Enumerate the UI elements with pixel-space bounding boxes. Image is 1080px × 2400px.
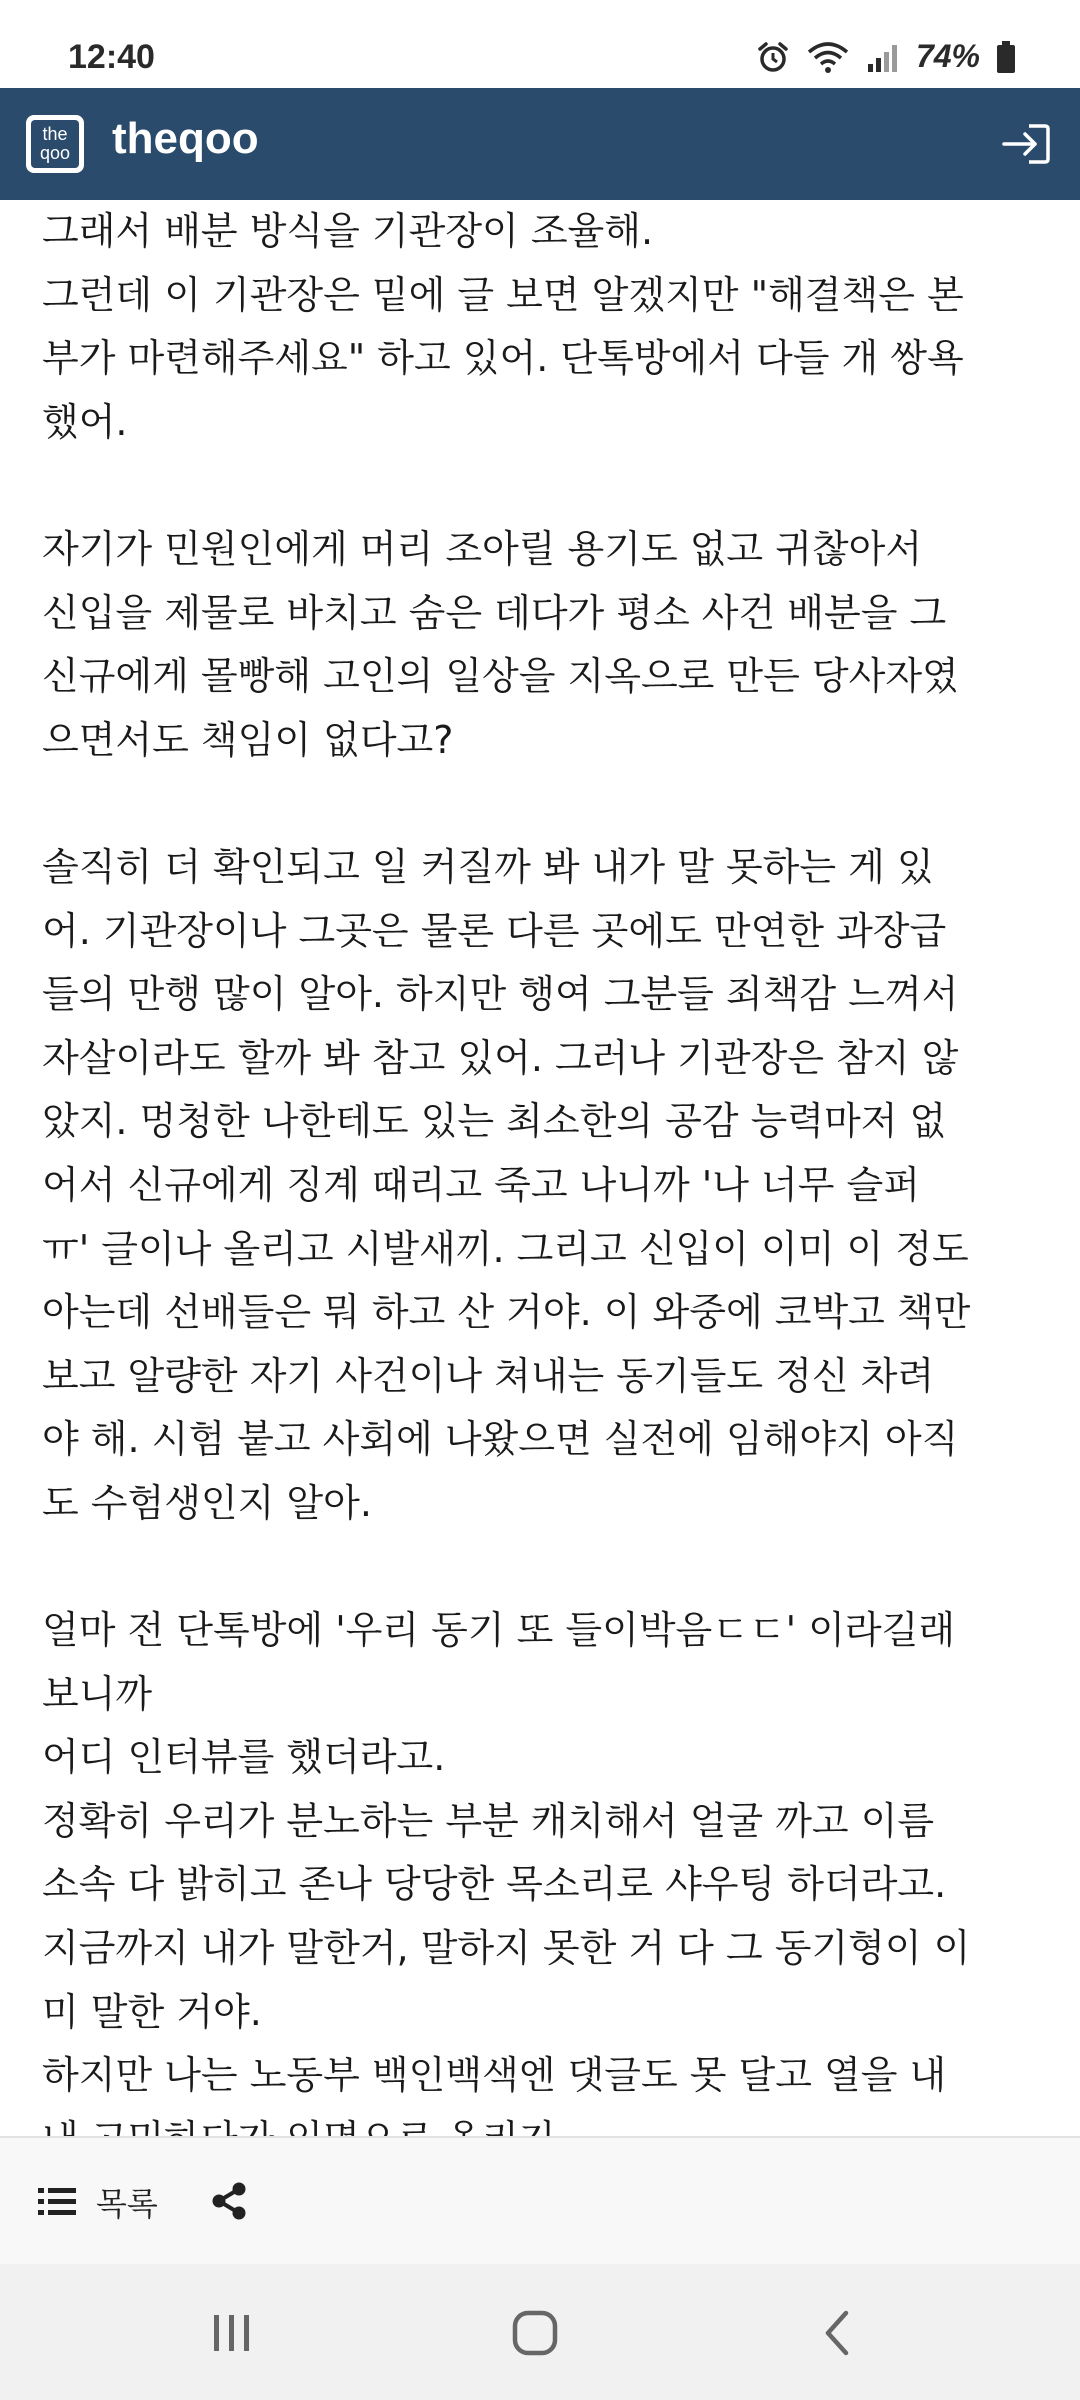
- article-line: 어. 기관장이나 그곳은 물론 다른 곳에도 만연한 과장급: [42, 908, 947, 953]
- share-icon: [210, 2181, 248, 2221]
- article-line: 아는데 선배들은 뭐 하고 산 거야. 이 와중에 코박고 책만: [42, 1290, 971, 1335]
- wifi-icon: [806, 40, 850, 74]
- article-line: 자살이라도 할까 봐 참고 있어. 그러나 기관장은 참지 않: [42, 1035, 959, 1080]
- article-line: 어서 신규에게 징계 때리고 죽고 나니까 '나 너무 슬퍼: [42, 1162, 920, 1207]
- article-line: 어디 인터뷰를 했더라고.: [42, 1735, 446, 1780]
- article-line: 소속 다 밝히고 존나 당당한 목소리로 샤우팅 하더라고.: [42, 1862, 947, 1907]
- article-line: 보고 알량한 자기 사건이나 쳐내는 동기들도 정신 차려: [42, 1353, 935, 1398]
- article-line: 부가 마련해주세요" 하고 있어. 단톡방에서 다들 개 쌍욕: [42, 336, 964, 381]
- article-line: 야 해. 시험 붙고 사회에 나왔으면 실전에 임해야지 아직: [42, 1417, 959, 1462]
- paragraph-break: [42, 1535, 1042, 1599]
- logo-text: [31, 120, 79, 168]
- alarm-icon: [756, 40, 790, 74]
- list-icon: [38, 2186, 76, 2218]
- article-line: 그런데 이 기관장은 밑에 글 보면 알겠지만 "해결책은 본: [42, 272, 964, 317]
- article-line: 으면서도 책임이 없다고?: [42, 717, 454, 762]
- list-label: 목록: [96, 2185, 158, 2223]
- article-body: [42, 200, 1042, 2136]
- article-line: 솔직히 더 확인되고 일 커질까 봐 내가 말 못하는 게 있: [42, 844, 934, 889]
- article-line: 하지만 나는 노동부 백인백색엔 댓글도 못 달고 열을 내: [42, 2053, 947, 2098]
- paragraph-break: [42, 772, 1042, 836]
- battery-icon: [996, 40, 1016, 74]
- site-logo[interactable]: [26, 115, 84, 173]
- article-line: 지금까지 내가 말한거, 말하지 못한 거 다 그 동기형이 이: [42, 1926, 971, 1971]
- article-line: 미 말한 거야.: [42, 1989, 262, 2034]
- paragraph-break: [42, 454, 1042, 518]
- list-button[interactable]: [38, 2172, 158, 2232]
- status-bar: [0, 0, 1080, 88]
- logo-text-bottom: qoo: [39, 143, 71, 163]
- article-line: 정확히 우리가 분노하는 부분 캐치해서 얼굴 까고 이름: [42, 1798, 935, 1843]
- article-line: 보니까: [42, 1671, 153, 1716]
- login-button[interactable]: [1000, 120, 1052, 168]
- home-button[interactable]: [495, 2298, 575, 2368]
- article-line: ㅠ' 글이나 올리고 시발새끼. 그리고 신입이 이미 이 정도: [42, 1226, 969, 1271]
- article-line: 들의 만행 많이 알아. 하지만 행여 그분들 죄책감 느껴서: [42, 972, 959, 1017]
- app-title[interactable]: theqoo: [112, 114, 259, 163]
- system-nav-bar: [0, 2264, 1080, 2400]
- bottom-toolbar: [0, 2136, 1080, 2266]
- status-time: 12:40: [68, 38, 155, 76]
- signal-icon: [866, 40, 900, 74]
- recent-apps-button[interactable]: [192, 2298, 272, 2368]
- article-line: 신규에게 몰빵해 고인의 일상을 지옥으로 만든 당사자였: [42, 654, 959, 699]
- status-icons: [756, 38, 1016, 75]
- logo-text-top: the: [42, 124, 68, 144]
- back-button[interactable]: [798, 2298, 878, 2368]
- article-line: 았지. 멍청한 나한테도 있는 최소한의 공감 능력마저 없: [42, 1099, 947, 1144]
- article-line: 자기가 민원인에게 머리 조아릴 용기도 없고 귀찮아서: [42, 526, 923, 571]
- share-button[interactable]: [206, 2178, 252, 2224]
- article-line: 도 수험생인지 알아.: [42, 1480, 372, 1525]
- app-header: [0, 88, 1080, 200]
- article-line: 얼마 전 단톡방에 '우리 동기 또 들이박음ㄷㄷ' 이라길래: [42, 1608, 956, 1653]
- login-icon: [1001, 123, 1051, 165]
- article-line: 신입을 제물로 바치고 숨은 데다가 평소 사건 배분을 그: [42, 590, 947, 635]
- article-line: 그래서 배분 방식을 기관장이 조율해.: [42, 209, 654, 253]
- battery-percent: 74%: [915, 38, 980, 74]
- back-icon: [818, 2309, 858, 2357]
- recent-apps-icon: [209, 2312, 255, 2354]
- home-icon: [511, 2309, 559, 2357]
- article-line: 했어.: [42, 399, 128, 444]
